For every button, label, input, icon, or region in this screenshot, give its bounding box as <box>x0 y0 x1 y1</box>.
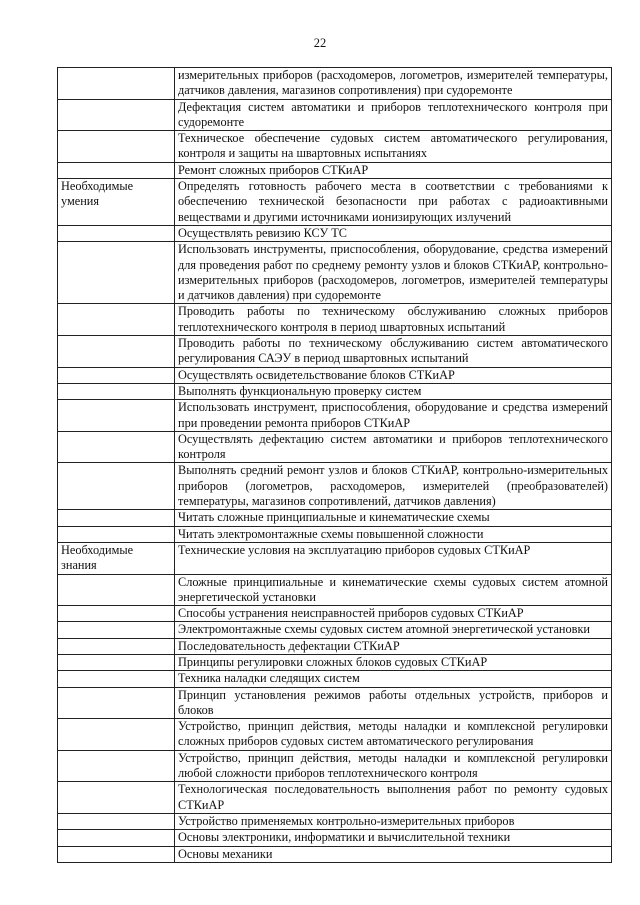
section-label-continuation <box>58 304 175 336</box>
table-row <box>58 830 612 846</box>
table-row <box>58 400 612 432</box>
table-item: Принципы регулировки сложных блоков судовых СТКиАР <box>175 654 612 670</box>
section-label-continuation <box>58 99 175 131</box>
table-item: Технические условия на эксплуатацию приборов судовых СТКиАР <box>175 542 612 574</box>
section-label-continuation <box>58 431 175 463</box>
table-item: Осуществлять дефектацию систем автоматики и приборов теплотехнического контроля <box>175 431 612 463</box>
section-label-continuation <box>58 671 175 687</box>
table-row <box>58 622 612 638</box>
table-row <box>58 99 612 131</box>
section-label-continuation <box>58 131 175 163</box>
section-label-continuation <box>58 654 175 670</box>
section-label-continuation <box>58 400 175 432</box>
section-label-continuation <box>58 830 175 846</box>
table-item: Дефектация систем автоматики и приборов теплотехнического контроля при судоремонте <box>175 99 612 131</box>
section-label-continuation <box>58 606 175 622</box>
table-item: Основы электроники, информатики и вычислительной техники <box>175 830 612 846</box>
table-row <box>58 719 612 751</box>
section-label-continuation <box>58 225 175 241</box>
table-item: Осуществлять ревизию КСУ ТС <box>175 225 612 241</box>
table-row <box>58 131 612 163</box>
table-item: Выполнять средний ремонт узлов и блоков СТКиАР, контрольно-измерительных приборов (логометров, расходомеров, измерителей (преобразователей) температуры, магазинов сопротивлений, датчиков давления) <box>175 463 612 510</box>
table-item: Выполнять функциональную проверку систем <box>175 383 612 399</box>
table-row <box>58 654 612 670</box>
table-row <box>58 750 612 782</box>
table-row <box>58 383 612 399</box>
section-label-continuation <box>58 622 175 638</box>
table-item: Устройство применяемых контрольно-измерительных приборов <box>175 813 612 829</box>
table-row <box>58 367 612 383</box>
section-label-continuation <box>58 719 175 751</box>
table-row <box>58 687 612 719</box>
section-label-continuation <box>58 687 175 719</box>
competency-table <box>57 67 612 863</box>
page-number: 22 <box>313 36 327 50</box>
table-item: Читать сложные принципиальные и кинематические схемы <box>175 510 612 526</box>
section-label-continuation <box>58 638 175 654</box>
table-item: Техника наладки следящих систем <box>175 671 612 687</box>
table-row <box>58 336 612 368</box>
section-label <box>58 68 175 100</box>
section-label-continuation <box>58 162 175 178</box>
table-row <box>58 179 612 226</box>
table-row <box>58 431 612 463</box>
table-row <box>58 782 612 814</box>
table-row <box>58 606 612 622</box>
section-label: Необходимые умения <box>58 179 175 226</box>
table-item: измерительных приборов (расходомеров, логометров, измерителей температуры, датчиков давления, магазинов сопротивления) при судоремонте <box>175 68 612 100</box>
table-row <box>58 846 612 862</box>
section-label-continuation <box>58 813 175 829</box>
section-label-continuation <box>58 242 175 304</box>
section-label-continuation <box>58 750 175 782</box>
table-row <box>58 463 612 510</box>
table-item: Последовательность дефектации СТКиАР <box>175 638 612 654</box>
table-item: Основы механики <box>175 846 612 862</box>
table-row <box>58 526 612 542</box>
table-item: Использовать инструмент, приспособления, оборудование и средства измерений при проведении ремонта приборов СТКиАР <box>175 400 612 432</box>
table-item: Устройство, принцип действия, методы наладки и комплексной регулировки сложных приборов судовых систем автоматического регулирования <box>175 719 612 751</box>
table-row <box>58 638 612 654</box>
section-label-continuation <box>58 510 175 526</box>
table-row <box>58 304 612 336</box>
table-item: Проводить работы по техническому обслуживанию сложных приборов теплотехнического контроля в период швартовных испытаний <box>175 304 612 336</box>
table-item: Устройство, принцип действия, методы наладки и комплексной регулировки любой сложности приборов теплотехнического контроля <box>175 750 612 782</box>
table-item: Электромонтажные схемы судовых систем атомной энергетической установки <box>175 622 612 638</box>
table-item: Техническое обеспечение судовых систем автоматического регулирования, контроля и защиты на швартовных испытаниях <box>175 131 612 163</box>
table-item: Сложные принципиальные и кинематические схемы судовых систем атомной энергетической установки <box>175 574 612 606</box>
table-row <box>58 671 612 687</box>
table-row <box>58 68 612 100</box>
section-label: Необходимые знания <box>58 542 175 574</box>
table-row <box>58 225 612 241</box>
table-item: Определять готовность рабочего места в соответствии с требованиями к обеспечению технической безопасности при работах с радиоактивными веществами и другими источниками ионизирующих излучений <box>175 179 612 226</box>
section-label-continuation <box>58 574 175 606</box>
table-item: Проводить работы по техническому обслуживанию систем автоматического регулирования САЭУ в период швартовных испытаний <box>175 336 612 368</box>
section-label-continuation <box>58 526 175 542</box>
section-label-continuation <box>58 383 175 399</box>
section-label-continuation <box>58 782 175 814</box>
table-row <box>58 574 612 606</box>
table-item: Читать электромонтажные схемы повышенной сложности <box>175 526 612 542</box>
section-label-continuation <box>58 367 175 383</box>
table-row <box>58 510 612 526</box>
table-item: Осуществлять освидетельствование блоков СТКиАР <box>175 367 612 383</box>
table-item: Использовать инструменты, приспособления, оборудование, средства измерений для проведения работ по среднему ремонту узлов и блоков СТКиАР, контрольно-измерительных приборов (расходомеров, логометров, измерителей температуры и датчиков давления) при судоремонте <box>175 242 612 304</box>
table-row <box>58 162 612 178</box>
table-row <box>58 813 612 829</box>
table-row <box>58 542 612 574</box>
table-item: Принцип установления режимов работы отдельных устройств, приборов и блоков <box>175 687 612 719</box>
section-label-continuation <box>58 846 175 862</box>
table-row <box>58 242 612 304</box>
section-label-continuation <box>58 336 175 368</box>
table-item: Технологическая последовательность выполнения работ по ремонту судовых СТКиАР <box>175 782 612 814</box>
section-label-continuation <box>58 463 175 510</box>
table-item: Ремонт сложных приборов СТКиАР <box>175 162 612 178</box>
table-item: Способы устранения неисправностей приборов судовых СТКиАР <box>175 606 612 622</box>
